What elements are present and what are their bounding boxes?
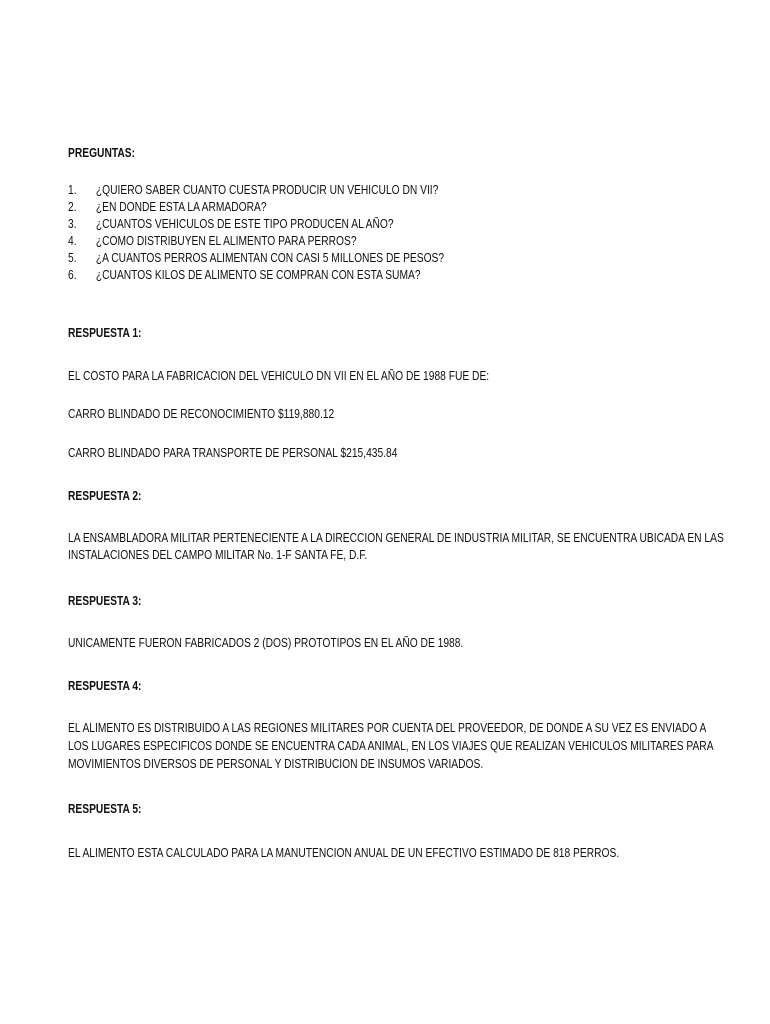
question-text: ¿CUANTOS VEHICULOS DE ESTE TIPO PRODUCEN AL AÑO? [95,217,394,231]
preguntas-heading: PREGUNTAS: [68,146,136,160]
question-item-3 [68,216,394,233]
question-number: 2. [68,200,77,214]
respuesta-4-line-2: LOS LUGARES ESPECIFICOS DONDE SE ENCUENTRA CADA ANIMAL, EN LOS VIAJES QUE REALIZAN VEHICULOS MILITARES PARA [68,739,714,753]
respuesta-5-heading: RESPUESTA 5: [68,802,142,816]
respuesta-3-heading: RESPUESTA 3: [68,594,142,608]
respuesta-1-item-1: CARRO BLINDADO DE RECONOCIMIENTO $119,880.12 [68,407,335,421]
question-number: 5. [68,251,77,265]
respuesta-2-line-2: INSTALACIONES DEL CAMPO MILITAR No. 1-F SANTA FE, D.F. [68,548,368,562]
question-text: ¿CUANTOS KILOS DE ALIMENTO SE COMPRAN CON ESTA SUMA? [95,268,421,282]
question-item-5 [68,250,444,267]
respuesta-2-line-1: LA ENSAMBLADORA MILITAR PERTENECIENTE A LA DIRECCION GENERAL DE INDUSTRIA MILITAR, SE ENCUENTRA UBICADA EN LAS [68,531,724,545]
question-number: 1. [68,183,77,197]
question-item-1 [68,182,438,199]
question-item-6 [68,267,421,284]
question-number: 6. [68,268,77,282]
question-item-4 [68,233,357,250]
question-text: ¿A CUANTOS PERROS ALIMENTAN CON CASI 5 MILLONES DE PESOS? [95,251,445,265]
respuesta-1-heading: RESPUESTA 1: [68,326,142,340]
respuesta-4-line-3: MOVIMIENTOS DIVERSOS DE PERSONAL Y DISTRIBUCION DE INSUMOS VARIADOS. [68,757,484,771]
question-number: 3. [68,217,77,231]
respuesta-3-line-1: UNICAMENTE FUERON FABRICADOS 2 (DOS) PROTOTIPOS EN EL AÑO DE 1988. [68,636,464,650]
question-text: ¿COMO DISTRIBUYEN EL ALIMENTO PARA PERROS? [95,234,357,248]
question-item-2 [68,199,267,216]
question-text: ¿QUIERO SABER CUANTO CUESTA PRODUCIR UN VEHICULO DN VII? [95,183,439,197]
respuesta-1-intro: EL COSTO PARA LA FABRICACION DEL VEHICULO DN VII EN EL AÑO DE 1988 FUE DE: [68,369,490,383]
respuesta-4-line-1: EL ALIMENTO ES DISTRIBUIDO A LAS REGIONES MILITARES POR CUENTA DEL PROVEEDOR, DE DONDE A SU VEZ ES ENVIADO A [68,721,707,735]
respuesta-4-heading: RESPUESTA 4: [68,679,142,693]
respuesta-2-heading: RESPUESTA 2: [68,489,142,503]
question-text: ¿EN DONDE ESTA LA ARMADORA? [95,200,267,214]
question-number: 4. [68,234,77,248]
respuesta-1-item-2: CARRO BLINDADO PARA TRANSPORTE DE PERSONAL $215,435.84 [68,446,398,460]
respuesta-5-line-1: EL ALIMENTO ESTA CALCULADO PARA LA MANUTENCION ANUAL DE UN EFECTIVO ESTIMADO DE 818 PERROS. [68,846,620,860]
